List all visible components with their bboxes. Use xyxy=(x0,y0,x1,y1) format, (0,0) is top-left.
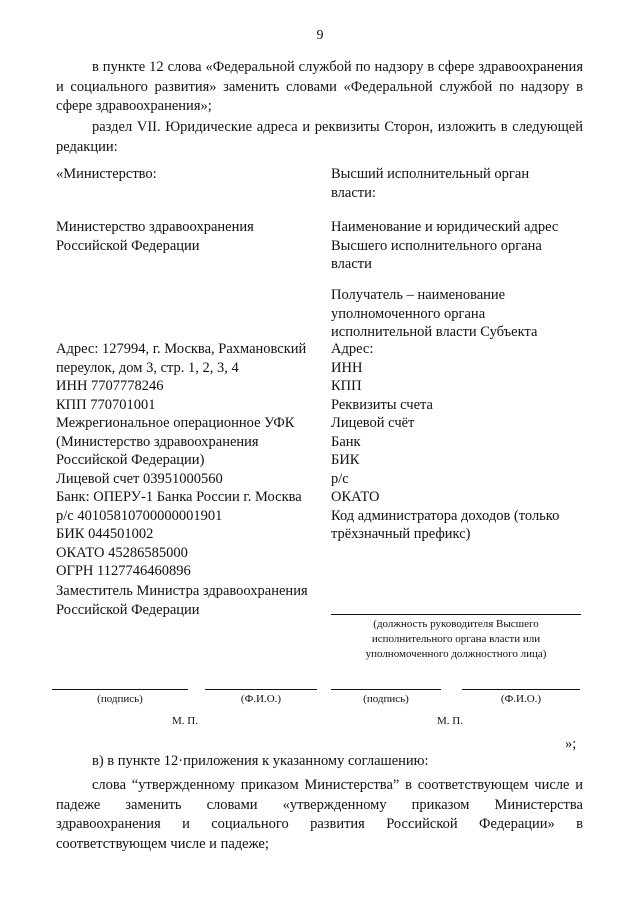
detail-line: Код администратора доходов (только xyxy=(331,507,560,524)
detail-line: Адрес: xyxy=(331,341,374,357)
authority-name: Наименование и юридический адрес Высшего исполнительного органа власти xyxy=(331,219,559,272)
left-seal-mark: М. П. xyxy=(172,715,198,727)
paragraph-appendix-item: в) в пункте 12·приложения к указанному соглашению: xyxy=(92,753,429,769)
detail-line: ОКАТО 45286585000 xyxy=(56,544,188,561)
right-seal-mark: М. П. xyxy=(437,715,463,727)
detail-line: ИНН 7707778246 xyxy=(56,378,164,394)
detail-line: трёхзначный префикс) xyxy=(331,526,471,542)
page-number: 9 xyxy=(316,28,324,43)
detail-line: Банк: ОПЕРУ-1 Банка России г. Москва xyxy=(56,489,302,505)
detail-line: КПП xyxy=(331,378,362,394)
paragraph-replace-words: слова “утвержденному приказом Министерства” в соответствующем числе и падеже заменить словами «утвержденному приказом Министерства здравоохранения и социального развития Российской Федерации» в соответствующем числе и падеже; xyxy=(56,777,583,852)
left-signature-caption: (подпись) xyxy=(97,693,143,705)
position-caption: (должность руководителя Высшего исполнительного органа власти или уполномоченного должностного лица) xyxy=(365,618,547,660)
detail-line: Межрегиональное операционное УФК xyxy=(56,415,295,431)
ministry-name: Министерство здравоохранения Российской Федерации xyxy=(56,219,254,254)
detail-line: р/с xyxy=(331,470,349,487)
closing-quote-mark: »; xyxy=(565,736,577,752)
right-fio-line xyxy=(462,689,580,690)
detail-line: Адрес: 127994, г. Москва, Рахмановский xyxy=(56,341,307,357)
detail-line: ИНН xyxy=(331,359,363,376)
detail-line: (Министерство здравоохранения xyxy=(56,433,259,450)
detail-line: Лицевой счет 03951000560 xyxy=(56,470,223,487)
paragraph-item-12: в пункте 12 слова «Федеральной службой по надзору в сфере здравоохранения и социального развития» заменить словами «Федеральной службой по надзору в сфере здравоохранения»; xyxy=(56,59,583,114)
detail-line: р/с 40105810700000001901 xyxy=(56,507,223,524)
detail-line: ОГРН 1127746460896 xyxy=(56,563,191,579)
right-signature-caption: (подпись) xyxy=(363,693,409,705)
right-signature-line xyxy=(331,689,441,690)
recipient-block: Получатель – наименование уполномоченного органа исполнительной власти Субъекта xyxy=(331,287,538,340)
ministry-heading: «Министерство: xyxy=(56,166,157,182)
detail-line: Реквизиты счета xyxy=(331,396,433,413)
position-line xyxy=(331,614,581,615)
detail-line: переулок, дом 3, стр. 1, 2, 3, 4 xyxy=(56,359,239,376)
left-signature-line xyxy=(52,689,188,690)
detail-line: БИК xyxy=(331,452,360,468)
detail-line: КПП 770701001 xyxy=(56,396,156,413)
ministry-signer: Заместитель Министра здравоохранения Российской Федерации xyxy=(56,583,308,618)
detail-line: Российской Федерации) xyxy=(56,452,205,468)
detail-line: БИК 044501002 xyxy=(56,526,154,542)
left-fio-caption: (Ф.И.О.) xyxy=(240,693,282,705)
left-fio-line xyxy=(205,689,317,690)
authority-details xyxy=(331,340,591,544)
ministry-details xyxy=(56,340,326,581)
detail-line: Банк xyxy=(331,433,361,450)
detail-line: ОКАТО xyxy=(331,489,380,505)
right-fio-caption: (Ф.И.О.) xyxy=(500,693,542,705)
paragraph-section-vii: раздел VII. Юридические адреса и реквизиты Сторон, изложить в следующей редакции: xyxy=(56,119,583,155)
detail-line: Лицевой счёт xyxy=(331,415,415,431)
authority-heading: Высший исполнительный орган власти: xyxy=(331,166,530,201)
